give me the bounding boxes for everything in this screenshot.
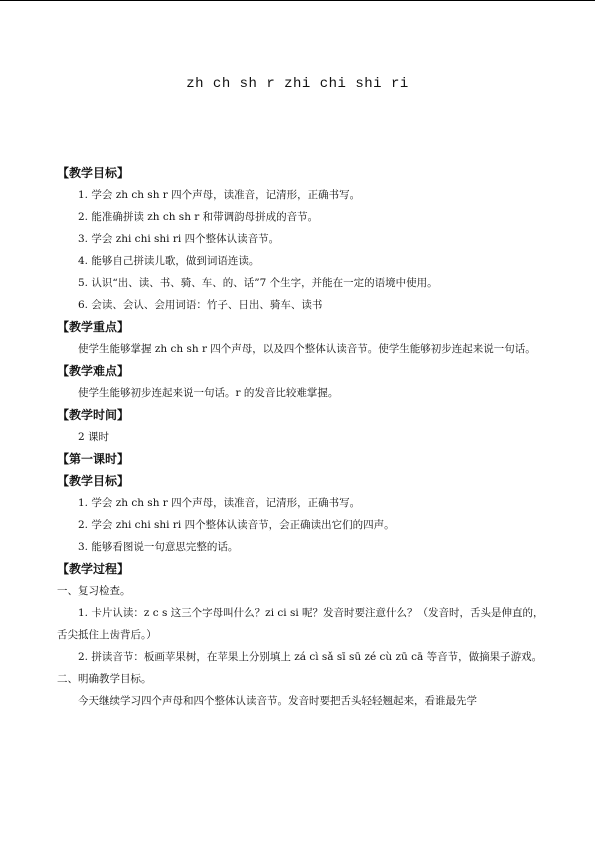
lesson-goal-item: 2. 学会 zhi chi shi ri 四个整体认读音节，会正确读出它们的四声。 (78, 519, 395, 531)
time-text: 2 课时 (78, 431, 110, 443)
key-point-text: 使学生能够掌握 zh ch sh r 四个声母，以及四个整体认读音节。使学生能够初步连起来说一句话。 (78, 343, 536, 355)
section-review: 一、复习检查。 (57, 585, 131, 597)
goal-item: 1. 学会 zh ch sh r 四个声母，读准音，记清形，正确书写。 (78, 189, 361, 201)
section-objectives: 二、明确教学目标。 (57, 673, 152, 685)
heading-process: 【教学过程】 (57, 562, 130, 576)
heading-lesson-goals: 【教学目标】 (57, 474, 130, 488)
heading-difficulty: 【教学难点】 (57, 364, 130, 378)
header-rule (0, 0, 595, 1)
goal-item: 5. 认识“出、读、书、骑、车、的、话”7 个生字，并能在一定的语境中使用。 (78, 277, 438, 289)
review-paragraph: 1. 卡片认读：z c s 这三个字母叫什么？zi ci si 呢？发音时要注意什么？（发音时，舌头是伸直的，舌尖抵住上齿背后。） (57, 607, 544, 641)
goal-item: 2. 能准确拼读 zh ch sh r 和带调韵母拼成的音节。 (78, 211, 319, 223)
heading-time: 【教学时间】 (57, 408, 130, 422)
goal-item: 4. 能够自己拼读儿歌，做到词语连读。 (78, 255, 260, 267)
page-title: zh ch sh r zhi chi shi ri (186, 76, 409, 92)
lesson-goal-item: 3. 能够看图说一句意思完整的话。 (78, 541, 239, 553)
goal-item: 3. 学会 zhi chi shi ri 四个整体认读音节。 (78, 233, 280, 245)
review-paragraph: 2. 拼读音节：板画苹果树，在苹果上分别填上 zá cì sǎ sī sū zé cù zū cā 等音节，做摘果子游戏。 (78, 651, 543, 663)
heading-first-lesson: 【第一课时】 (57, 452, 130, 466)
heading-goals: 【教学目标】 (57, 166, 130, 180)
objectives-paragraph: 今天继续学习四个声母和四个整体认读音节。发音时要把舌头轻轻翘起来，看谁最先学 (78, 695, 477, 707)
difficulty-text: 使学生能够初步连起来说一句话。r 的发音比较难掌握。 (78, 387, 339, 399)
lesson-goal-item: 1. 学会 zh ch sh r 四个声母，读准音，记清形，正确书写。 (78, 497, 361, 509)
heading-key-point: 【教学重点】 (57, 320, 130, 334)
document-body (57, 162, 547, 712)
goal-item: 6. 会读、会认、会用词语：竹子、日出、骑车、读书 (78, 299, 323, 311)
